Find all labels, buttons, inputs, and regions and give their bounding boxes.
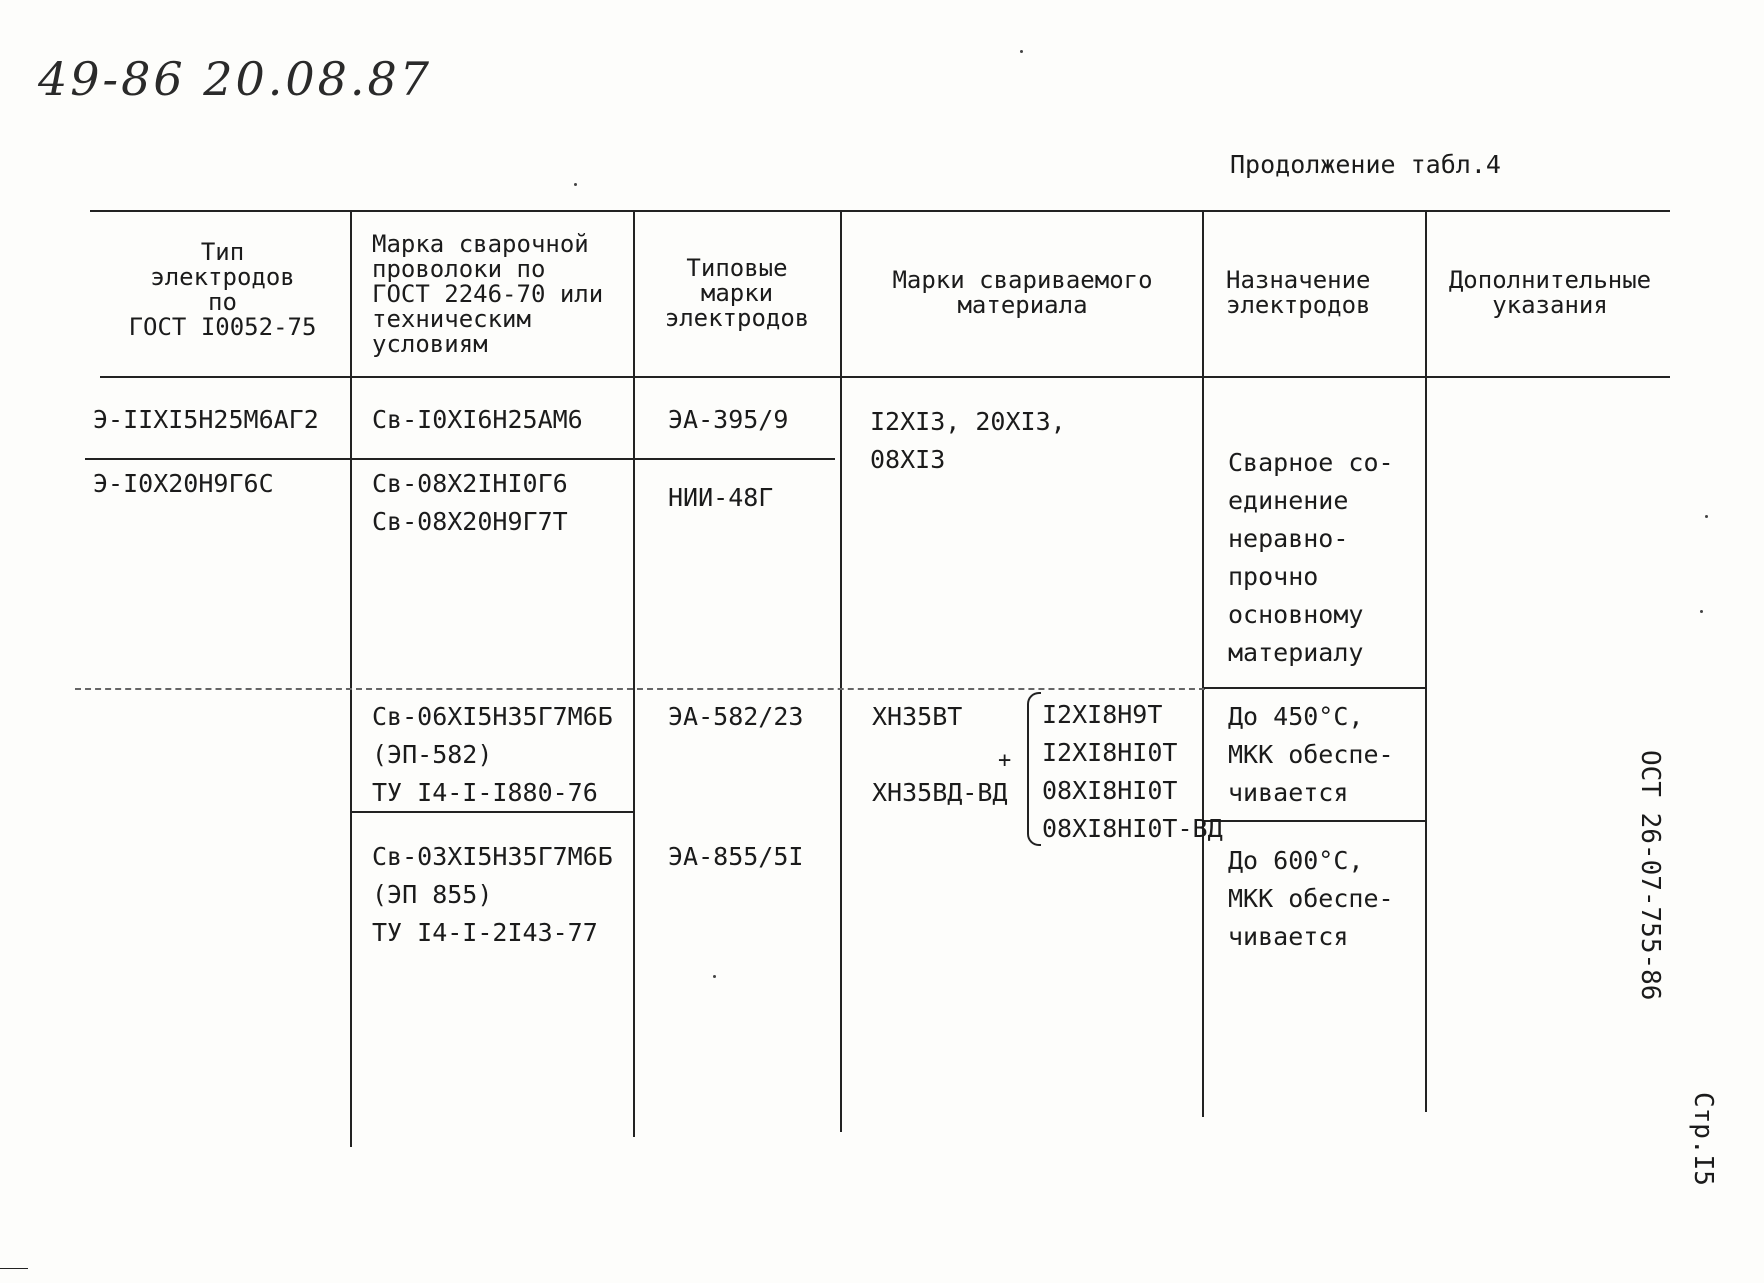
col-divider-5 — [1425, 212, 1427, 1112]
scan-speck — [1020, 50, 1023, 53]
corner-mark — [0, 1268, 28, 1269]
scan-speck — [574, 183, 577, 186]
document-code: ОСТ 26-07-755-86 — [1635, 750, 1665, 1001]
col-divider-2 — [633, 212, 635, 1137]
row3-purpose: До 450°С, МКК обеспе- чивается — [1228, 702, 1394, 807]
row1-wire-grade: Св-I0XI6H25AM6 — [372, 405, 583, 434]
row3-material-b: ХН35ВД-ВД — [872, 778, 1008, 807]
header-electrode-type: Тип электродов по ГОСТ I0052-75 — [128, 238, 317, 341]
row1-electrode-type: Э-IIXI5H25M6AГ2 — [93, 405, 319, 434]
row1-typical-grade: ЭА-395/9 — [668, 405, 789, 434]
row2-wire-grade: Св-08X2IHI0Г6 Св-08X20H9Г7Т — [372, 469, 568, 536]
header-additional-notes: Дополнительные указания — [1448, 266, 1652, 319]
scan-speck — [713, 975, 716, 978]
row4-typical-grade: ЭА-855/5I — [668, 842, 804, 871]
scan-speck — [1705, 515, 1708, 518]
row12-purpose: Сварное со- единение неравно- прочно основному материалу — [1228, 448, 1394, 667]
header-material-grades: Марки свариваемого материала — [892, 266, 1153, 319]
row2-electrode-type: Э-I0X20H9Г6С — [93, 469, 274, 498]
continuation-label: Продолжение табл.4 — [1230, 150, 1501, 179]
col-divider-3 — [840, 212, 842, 1132]
row3-material-pair: I2XI8H9T I2XI8HI0T 08XI8HI0T 08XI8HI0T-ВД — [1042, 700, 1223, 843]
row1-separator — [85, 458, 835, 460]
row3-typical-grade: ЭА-582/23 — [668, 702, 804, 731]
plus-sign: + — [998, 748, 1012, 773]
row1-material: I2XI3, 20XI3, 08XI3 — [870, 407, 1066, 474]
header-wire-grade: Марка сварочной проволоки по ГОСТ 2246-70 или техническим условиям — [372, 230, 604, 358]
table-top-rule — [90, 210, 1670, 212]
purpose-separator-2 — [1204, 820, 1426, 822]
purpose-separator-1 — [1204, 687, 1426, 689]
page-number: Стр.I5 — [1688, 1092, 1718, 1186]
row2-dashed-separator — [75, 688, 1205, 690]
header-purpose: Назначение электродов — [1226, 266, 1371, 319]
col-divider-4 — [1202, 212, 1204, 1117]
handwritten-note: 49-86 20.08.87 — [38, 52, 433, 106]
scan-speck — [1700, 610, 1703, 613]
header-bottom-rule — [100, 376, 1670, 378]
row2-typical-grade: НИИ-48Г — [668, 483, 774, 512]
material-brace — [1027, 692, 1041, 846]
row4-purpose: До 600°С, МКК обеспе- чивается — [1228, 846, 1394, 951]
row3-material-a: ХН35ВТ — [872, 702, 963, 731]
header-typical-grades: Типовые марки электродов — [664, 254, 810, 332]
row4-wire-grade: Св-03XI5H35Г7М6Б (ЭП 855) ТУ I4-I-2I43-77 — [372, 842, 613, 947]
col-divider-1 — [350, 212, 352, 1147]
row3-wire-grade: Св-06XI5H35Г7М6Б (ЭП-582) ТУ I4-I-I880-76 — [372, 702, 613, 807]
